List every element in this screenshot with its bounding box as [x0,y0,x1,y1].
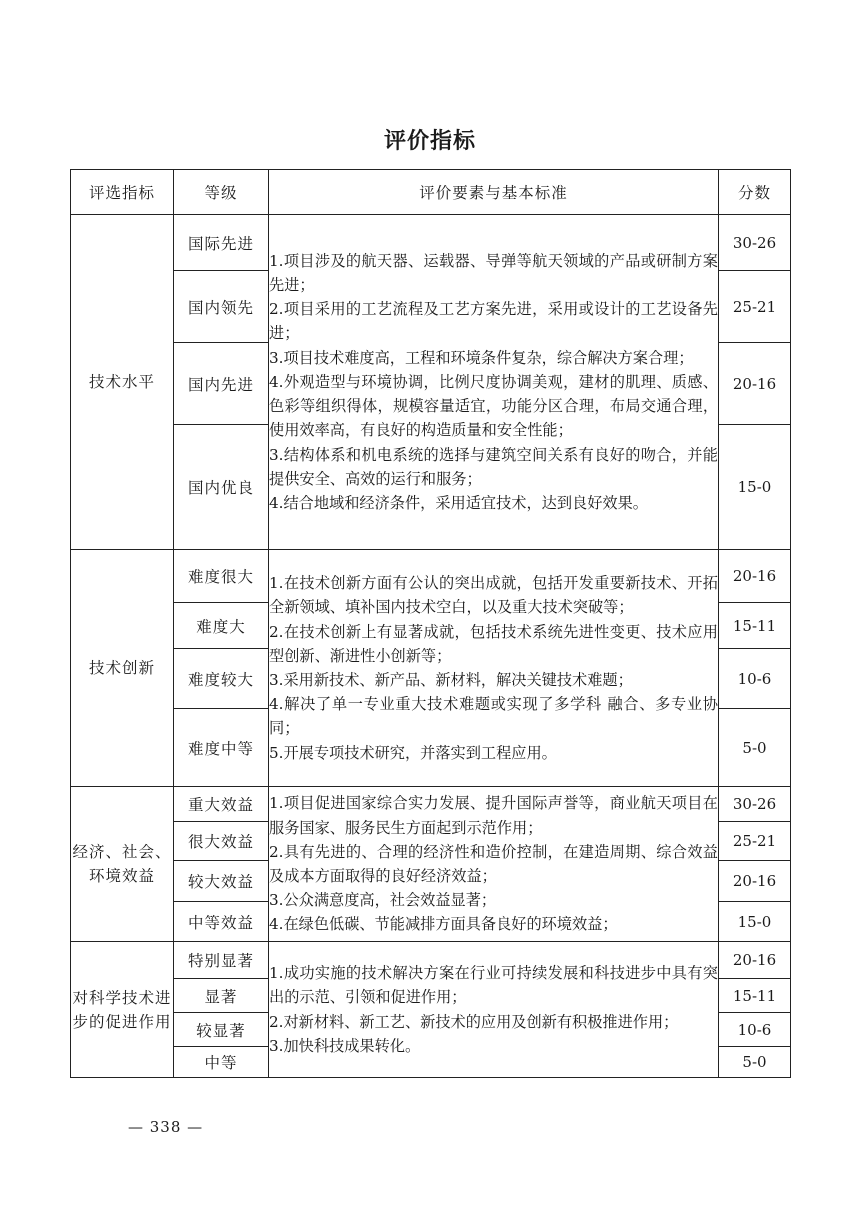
level-cell: 显著 [174,979,269,1013]
criteria-item: 3.结构体系和机电系统的选择与建筑空间关系有良好的吻合，并能提供安全、高效的运行和服务； [269,445,718,488]
criteria-item: 2.在技术创新上有显著成就，包括技术系统先进性变更、技术应用型创新、渐进性小创新等； [269,622,718,665]
header-standard: 评价要素与基本标准 [269,170,719,215]
criteria-item: 5.开展专项技术研究，并落实到工程应用。 [269,743,557,762]
level-cell: 国内优良 [174,425,269,550]
level-cell: 国内先进 [174,343,269,425]
category-sci-progress: 对科学技术进步的促进作用 [71,942,174,1078]
score-cell: 20-16 [719,942,791,979]
level-cell: 较显著 [174,1013,269,1047]
level-cell: 国内领先 [174,271,269,343]
table-row [71,215,791,271]
level-cell: 国际先进 [174,215,269,271]
level-cell: 中等效益 [174,902,269,942]
criteria-item: 3.项目技术难度高，工程和环境条件复杂，综合解决方案合理； [269,348,694,367]
level-cell: 中等 [174,1047,269,1078]
criteria-item: 1.项目涉及的航天器、运载器、导弹等航天领域的产品或研制方案先进； [269,251,718,295]
page-title: 评价指标 [383,129,476,154]
criteria-cell [269,215,719,550]
score-cell: 20-16 [719,550,791,603]
header-grade: 等级 [174,170,269,215]
score-cell: 25-21 [719,271,791,343]
criteria-item: 1.在技术创新方面有公认的突出成就，包括开发重要新技术、开拓全新领域、填补国内技术空白，以及重大技术突破等； [269,574,718,617]
table-row [71,787,791,822]
score-cell: 30-26 [719,787,791,822]
criteria-item: 1.成功实施的技术解决方案在行业可持续发展和科技进步中具有突出的示范、引领和促进作用； [269,964,718,1007]
level-cell: 特别显著 [174,942,269,979]
category-benefits: 经济、社会、环境效益 [71,787,174,942]
score-cell: 20-16 [719,861,791,902]
score-cell: 20-16 [719,343,791,425]
header-criterion: 评选指标 [71,170,174,215]
score-cell: 15-0 [719,425,791,550]
table-header-row [71,170,791,215]
evaluation-table [70,169,791,1078]
criteria-item: 1.项目促进国家综合实力发展、提升国际声誉等，商业航天项目在服务国家、服务民生方面起到示范作用； [269,794,718,837]
criteria-cell [269,550,719,787]
score-cell: 5-0 [719,1047,791,1078]
level-cell: 很大效益 [174,822,269,861]
criteria-item: 4.外观造型与环境协调，比例尺度协调美观，建材的肌理、质感、色彩等组织得体，规模容量适宜，功能分区合理，布局交通合理，使用效率高，有良好的构造质量和安全性能； [269,372,718,440]
score-cell: 15-0 [719,902,791,942]
criteria-item: 4.结合地域和经济条件，采用适宜技术，达到良好效果。 [269,493,648,512]
criteria-cell [269,942,719,1078]
criteria-item: 3.加快科技成果转化。 [269,1036,421,1055]
score-cell: 10-6 [719,649,791,709]
level-cell: 难度较大 [174,649,269,709]
level-cell: 难度大 [174,603,269,649]
criteria-item: 3.采用新技术、新产品、新材料，解决关键技术难题； [269,671,633,689]
criteria-item: 2.具有先进的、合理的经济性和造价控制，在建造周期、综合效益及成本方面取得的良好经济效益； [269,842,718,885]
criteria-item: 4.解决了单一专业重大技术难题或实现了多学科 融合、多专业协同； [269,695,718,738]
category-tech-level: 技术水平 [71,215,174,550]
score-cell: 5-0 [719,709,791,787]
header-score: 分数 [719,170,791,215]
score-cell: 25-21 [719,822,791,861]
score-cell: 30-26 [719,215,791,271]
category-tech-innovation: 技术创新 [71,550,174,787]
criteria-item: 3.公众满意度高，社会效益显著； [269,891,497,910]
table-row [71,942,791,979]
score-cell: 10-6 [719,1013,791,1047]
level-cell: 难度很大 [174,550,269,603]
level-cell: 难度中等 [174,709,269,787]
level-cell: 重大效益 [174,787,269,822]
score-cell: 15-11 [719,979,791,1013]
level-cell: 较大效益 [174,861,269,902]
page-number: — 338 — [128,1118,204,1136]
criteria-item: 2.项目采用的工艺流程及工艺方案先进，采用或设计的工艺设备先进； [269,300,718,343]
criteria-item: 2.对新材料、新工艺、新技术的应用及创新有积极推进作用； [269,1012,679,1031]
score-cell: 15-11 [719,603,791,649]
criteria-item: 4.在绿色低碳、节能减排方面具备良好的环境效益； [269,915,618,934]
criteria-cell [269,787,719,942]
table-row [71,550,791,603]
